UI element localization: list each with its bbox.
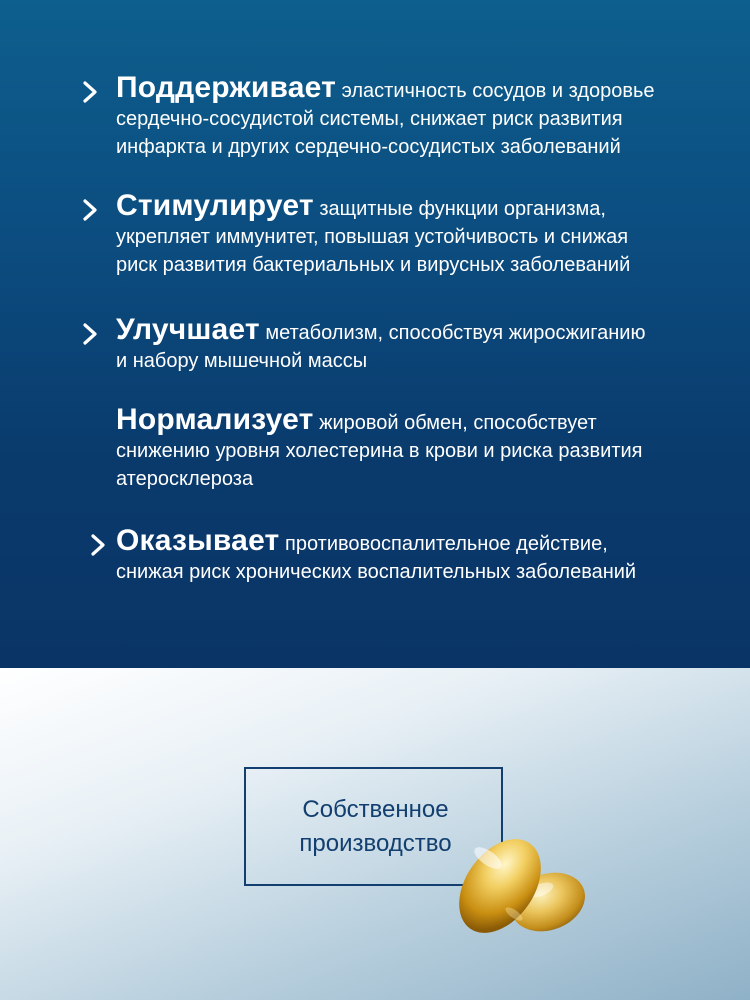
benefit-desc-line: защитные функции организма, xyxy=(319,198,606,220)
chevron-right-icon xyxy=(76,196,104,224)
benefit-text xyxy=(116,313,716,375)
chevron-right-icon xyxy=(76,320,104,348)
benefit-desc-line: снижая риск хронических воспалительных заболеваний xyxy=(116,561,637,583)
benefit-desc-line: укрепляет иммунитет, повышая устойчивость и снижая xyxy=(116,226,629,248)
benefit-desc-line: инфаркта и других сердечно-сосудистых заболеваний xyxy=(116,136,621,158)
capsule-icon xyxy=(448,828,598,948)
benefit-keyword: Улучшает xyxy=(116,313,260,346)
benefit-keyword: Поддерживает xyxy=(116,71,337,104)
benefit-text xyxy=(116,524,716,586)
benefit-desc-line: и набору мышечной массы xyxy=(116,350,368,372)
chevron-right-icon xyxy=(76,78,104,106)
benefit-desc-line: атеросклероза xyxy=(116,468,254,490)
benefit-desc-line: снижению уровня холестерина в крови и риска развития xyxy=(116,440,643,462)
benefit-text xyxy=(116,71,716,161)
benefit-desc-line: метаболизм, способствуя жиросжиганию xyxy=(265,322,646,344)
benefit-text xyxy=(116,403,716,493)
benefit-keyword: Нормализует xyxy=(116,403,314,436)
badge-line: Собственное xyxy=(302,796,449,823)
benefit-desc-line: жировой обмен, способствует xyxy=(319,412,597,434)
benefit-desc-line: эластичность сосудов и здоровье xyxy=(341,80,655,102)
badge-line: производство xyxy=(299,830,452,857)
benefit-desc-line: сердечно-сосудистой системы, снижает риск развития xyxy=(116,108,623,130)
benefit-desc-line: риск развития бактериальных и вирусных заболеваний xyxy=(116,254,631,276)
chevron-right-icon xyxy=(84,531,112,559)
benefit-text xyxy=(116,189,716,279)
benefit-keyword: Оказывает xyxy=(116,524,280,557)
benefit-desc-line: противовоспалительное действие, xyxy=(285,533,608,555)
benefit-keyword: Стимулирует xyxy=(116,189,314,222)
